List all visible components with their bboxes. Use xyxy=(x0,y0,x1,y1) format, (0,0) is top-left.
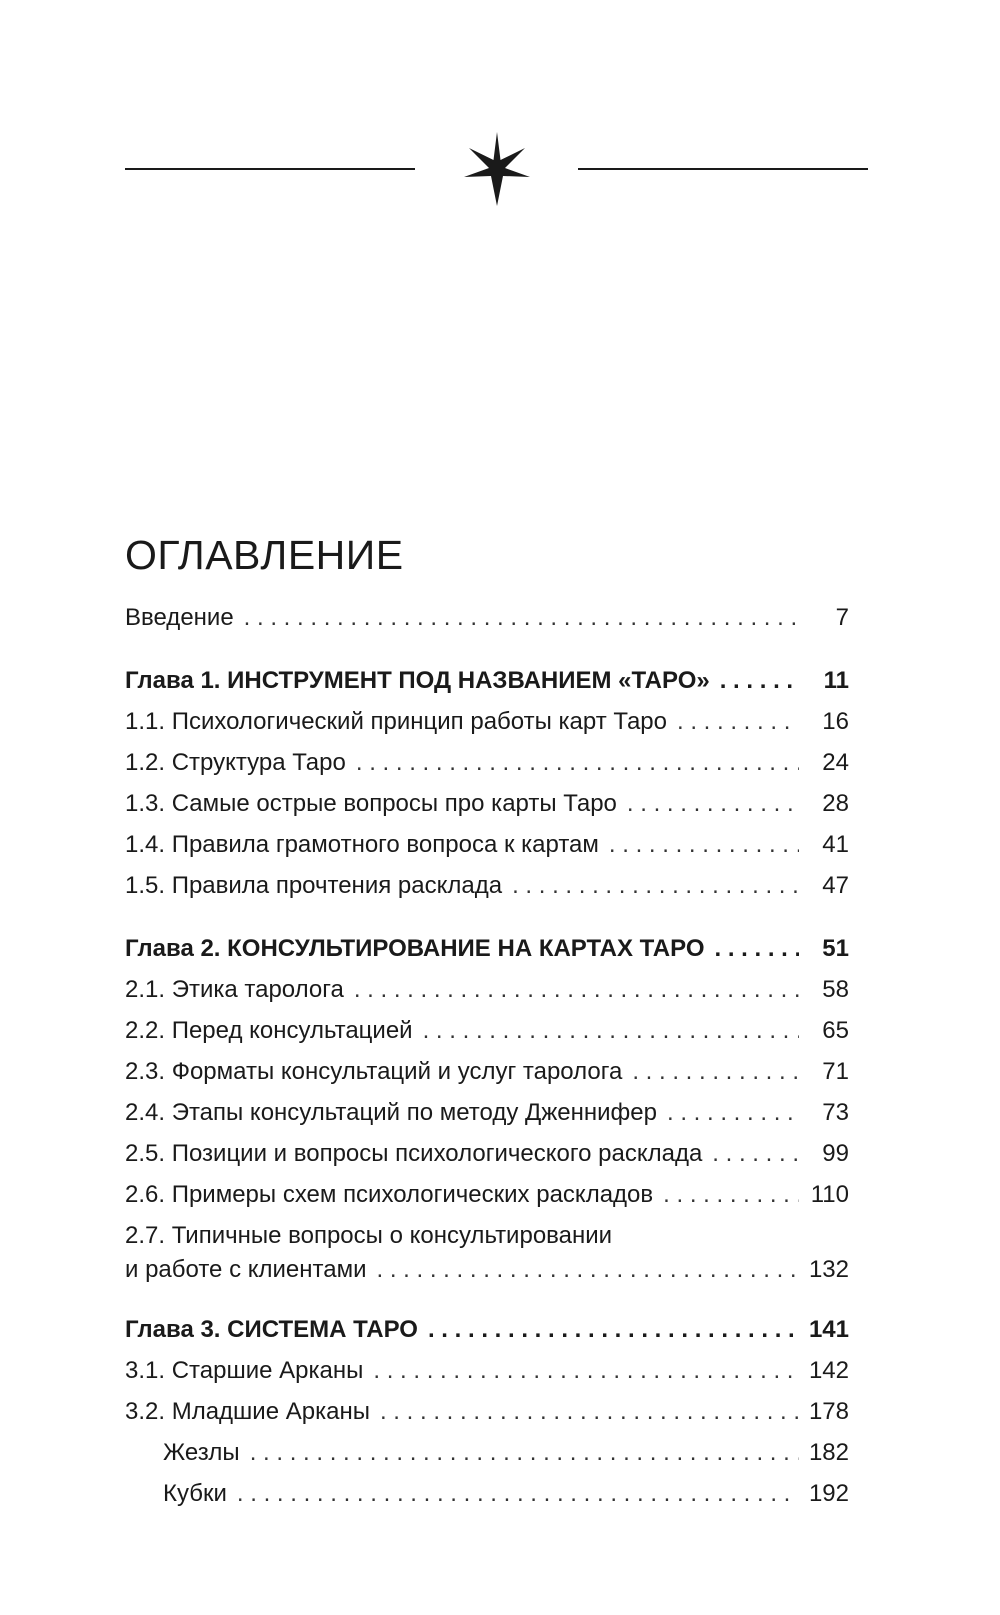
toc-entry-page: 192 xyxy=(808,1480,849,1507)
toc-chapter-2[interactable] xyxy=(125,928,849,969)
toc-entry-page: 65 xyxy=(822,1017,849,1044)
toc-entry[interactable] xyxy=(125,1174,849,1215)
toc-chapter-3[interactable] xyxy=(125,1309,849,1350)
left-divider xyxy=(125,168,415,170)
leader-dots xyxy=(423,1010,799,1051)
toc-entry-page: 7 xyxy=(835,604,849,631)
toc-entry-title: 3.1. Старшие Арканы xyxy=(125,1357,364,1384)
leader-dots xyxy=(714,928,799,969)
leader-dots xyxy=(712,1133,799,1174)
toc-entry-page: 99 xyxy=(822,1140,849,1167)
toc-entry[interactable] xyxy=(125,1010,849,1051)
toc-entry-title: 1.2. Структура Таро xyxy=(125,749,346,776)
toc-entry-title-line1: 2.7. Типичные вопросы о консультировании xyxy=(125,1222,613,1249)
toc-chapter-title: Глава 3. СИСТЕМА ТАРО xyxy=(125,1316,418,1343)
toc-entry[interactable] xyxy=(125,865,849,906)
toc-entry-title: 1.3. Самые острые вопросы про карты Таро xyxy=(125,790,617,817)
toc-chapter-1[interactable] xyxy=(125,660,849,701)
toc-entry-title: 2.2. Перед консультацией xyxy=(125,1017,413,1044)
toc-entry[interactable] xyxy=(125,1391,849,1432)
toc-entry-title: Кубки xyxy=(163,1480,227,1507)
leader-dots xyxy=(663,1174,799,1215)
toc-subentry[interactable] xyxy=(125,1432,849,1473)
leader-dots xyxy=(677,701,799,742)
toc-entry[interactable] xyxy=(125,824,849,865)
toc-chapter-title: Глава 2. КОНСУЛЬТИРОВАНИЕ НА КАРТАХ ТАРО xyxy=(125,935,705,962)
toc-entry-title: Введение xyxy=(125,604,234,631)
toc-entry-page: 28 xyxy=(822,790,849,817)
toc-entry[interactable] xyxy=(125,742,849,783)
header-ornament xyxy=(0,130,1000,210)
toc-entry-title: 2.3. Форматы консультаций и услуг таролога xyxy=(125,1058,623,1085)
leader-dots xyxy=(667,1092,799,1133)
toc-entry[interactable] xyxy=(125,1092,849,1133)
toc-entry[interactable] xyxy=(125,969,849,1010)
toc-entry[interactable] xyxy=(125,1133,849,1174)
toc-entry-title: Жезлы xyxy=(163,1439,240,1466)
leader-dots xyxy=(720,660,799,701)
toc-entry-page: 41 xyxy=(822,831,849,858)
toc-entry-multiline[interactable] xyxy=(125,1219,849,1287)
toc-entry-title: 1.4. Правила грамотного вопроса к картам xyxy=(125,831,599,858)
leader-dots xyxy=(250,1432,799,1473)
table-of-contents xyxy=(125,525,849,1514)
toc-entry-page: 142 xyxy=(808,1357,849,1384)
leader-dots xyxy=(609,824,799,865)
toc-entry-page: 47 xyxy=(822,872,849,899)
toc-entry-page: 58 xyxy=(822,976,849,1003)
leader-dots xyxy=(380,1391,799,1432)
toc-entry[interactable] xyxy=(125,783,849,824)
toc-entry[interactable] xyxy=(125,701,849,742)
page-title: ОГЛАВЛЕНИЕ xyxy=(125,532,404,578)
leader-dots xyxy=(632,1051,799,1092)
leader-dots xyxy=(373,1350,799,1391)
toc-entry-page: 110 xyxy=(810,1181,849,1208)
leader-dots xyxy=(237,1473,799,1514)
toc-entry-title: 1.5. Правила прочтения расклада xyxy=(125,872,503,899)
toc-entry-page: 132 xyxy=(808,1256,849,1283)
toc-entry-title-line2: и работе с клиентами xyxy=(125,1256,367,1283)
toc-entry-page: 71 xyxy=(822,1058,849,1085)
toc-entry-page: 178 xyxy=(808,1398,849,1425)
star-icon xyxy=(460,130,534,208)
toc-subentry[interactable] xyxy=(125,1473,849,1514)
toc-entry-title: 2.5. Позиции и вопросы психологического расклада xyxy=(125,1140,703,1167)
leader-dots xyxy=(627,783,799,824)
toc-entry-title: 2.4. Этапы консультаций по методу Дженнифер xyxy=(125,1099,657,1126)
leader-dots xyxy=(356,742,799,783)
leader-dots xyxy=(512,865,799,906)
toc-entry-title: 1.1. Психологический принцип работы карт Таро xyxy=(125,708,667,735)
toc-entry-page: 182 xyxy=(808,1439,849,1466)
toc-entry[interactable] xyxy=(125,1350,849,1391)
toc-entry-intro[interactable] xyxy=(125,597,849,638)
toc-entry-page: 16 xyxy=(822,708,849,735)
toc-chapter-page: 141 xyxy=(808,1316,849,1343)
leader-dots xyxy=(428,1309,799,1350)
right-divider xyxy=(578,168,868,170)
toc-entry-title: 2.1. Этика таролога xyxy=(125,976,344,1003)
leader-dots xyxy=(354,969,799,1010)
toc-entry-page: 24 xyxy=(822,749,849,776)
leader-dots xyxy=(244,597,799,638)
toc-chapter-title: Глава 1. ИНСТРУМЕНТ ПОД НАЗВАНИЕМ «ТАРО» xyxy=(125,667,710,694)
toc-chapter-page: 11 xyxy=(823,667,849,694)
toc-entry-title: 3.2. Младшие Арканы xyxy=(125,1398,370,1425)
toc-entry[interactable] xyxy=(125,1051,849,1092)
toc-entry-page: 73 xyxy=(822,1099,849,1126)
toc-entry-title: 2.6. Примеры схем психологических раскладов xyxy=(125,1181,654,1208)
toc-chapter-page: 51 xyxy=(822,935,849,962)
leader-dots xyxy=(377,1253,799,1287)
